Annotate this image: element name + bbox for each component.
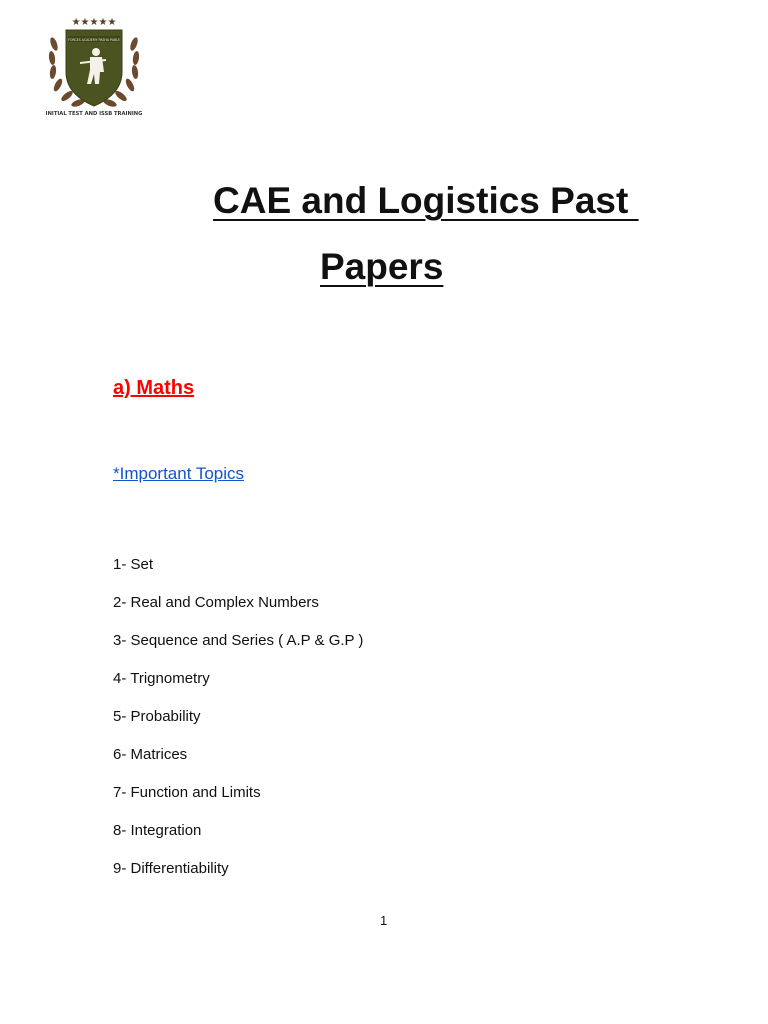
list-item: 5- Probability (113, 708, 201, 725)
section-heading-maths: a) Maths (113, 377, 195, 399)
list-item: 1- Set (113, 556, 154, 573)
academy-logo (46, 14, 142, 118)
document-title-line-2: Papers (320, 246, 444, 287)
list-item: 8- Integration (113, 822, 202, 839)
page-number: 1 (380, 913, 388, 928)
list-item: 6- Matrices (113, 746, 188, 763)
svg-text:★★★★★: ★★★★★ (71, 17, 117, 28)
list-item: 4- Trignometry (113, 670, 210, 687)
topic-list (113, 556, 363, 898)
document-title-line-1: CAE and Logistics Past (213, 180, 639, 221)
logo-banner-text: FORCES ACADEMY PASHA PABLE (68, 38, 120, 42)
logo-caption: INITIAL TEST AND ISSB TRAINING (46, 111, 142, 117)
list-item: 2- Real and Complex Numbers (113, 594, 319, 611)
stars-icon (72, 17, 117, 28)
list-item: 3- Sequence and Series ( A.P & G.P ) (113, 632, 364, 649)
list-item: 9- Differentiability (113, 860, 229, 877)
important-topics-link[interactable]: *Important Topics (113, 464, 245, 483)
list-item: 7- Function and Limits (113, 784, 261, 801)
